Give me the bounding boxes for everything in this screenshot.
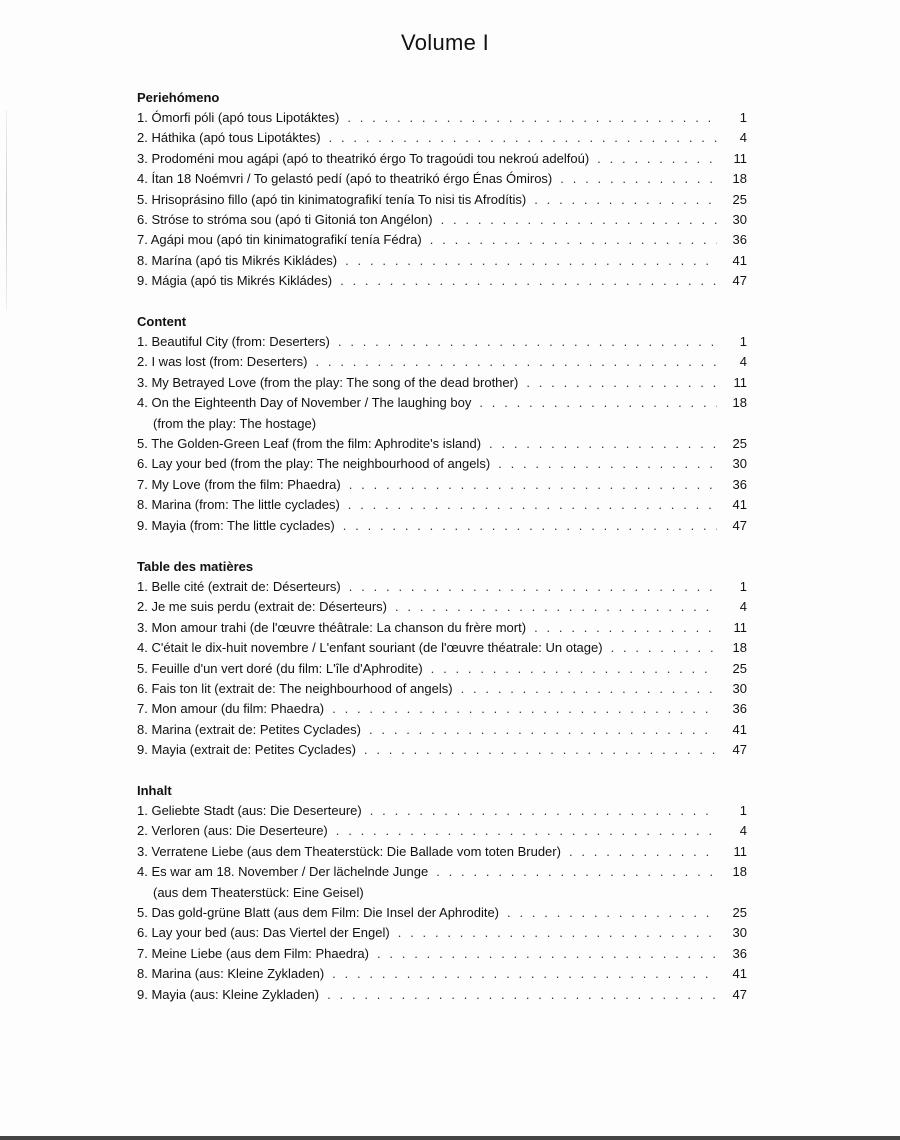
toc-section-content xyxy=(137,312,747,536)
entry-page-number: 18 xyxy=(732,640,747,656)
entry-page-number: 41 xyxy=(732,252,747,268)
dot-leader xyxy=(431,659,717,679)
dot-leader xyxy=(461,679,717,699)
entry-title: 5. The Golden-Green Leaf (from the film: Aphrodite's island) xyxy=(137,436,482,452)
entry-title: 1. Ómorfi póli (apó tous Lipotáktes) xyxy=(137,110,340,125)
toc-entry xyxy=(137,332,747,352)
entry-page-number: 4 xyxy=(739,354,747,370)
toc-section-inhalt xyxy=(137,781,747,1005)
toc-entry xyxy=(137,801,747,821)
entry-page-number: 1 xyxy=(739,579,747,594)
toc-entry xyxy=(137,434,747,454)
entry-title: 7. Mon amour (du film: Phaedra) xyxy=(137,701,325,717)
entry-title: 4. C'était le dix-huit novembre / L'enfant souriant (de l'œuvre théatrale: Un otage) xyxy=(137,640,603,656)
toc-entry xyxy=(137,944,747,964)
entry-page-number: 11 xyxy=(733,150,747,166)
toc-entry xyxy=(137,842,747,862)
dot-leader xyxy=(395,597,717,617)
dot-leader xyxy=(315,352,717,372)
entry-title: 5. Hrisoprásino fillo (apó tin kinimatografikí tenía To nisi tis Afrodítis) xyxy=(137,191,527,207)
entry-title: 9. Mágia (apó tis Mikrés Kikládes) xyxy=(137,273,333,289)
entry-title: 8. Marina (aus: Kleine Zykladen) xyxy=(137,966,325,982)
entry-page-number: 1 xyxy=(739,803,747,818)
dot-leader xyxy=(332,699,717,719)
toc-entry xyxy=(137,659,747,679)
dot-leader xyxy=(327,985,717,1005)
entry-page-number: 11 xyxy=(733,843,747,859)
toc-entry xyxy=(137,964,747,984)
entry-title: 3. Mon amour trahi (de l'œuvre théâtrale: La chanson du frère mort) xyxy=(137,619,527,635)
toc-entry xyxy=(137,903,747,923)
entry-title: 6. Lay your bed (aus: Das Viertel der Engel) xyxy=(137,925,390,941)
dot-leader xyxy=(569,842,717,862)
entry-page-number: 41 xyxy=(732,497,747,513)
dot-leader xyxy=(498,454,717,474)
toc-entry xyxy=(137,149,747,169)
entry-page-number: 25 xyxy=(732,660,747,676)
entry-page-number: 41 xyxy=(732,721,747,737)
toc-entry xyxy=(137,251,747,271)
entry-page-number: 11 xyxy=(733,374,747,390)
entry-title: 4. Ítan 18 Noémvri / To gelastó pedí (apó to theatrikó érgo Énas Ómiros) xyxy=(137,171,553,187)
entry-page-number: 18 xyxy=(732,864,747,880)
dot-leader xyxy=(349,577,717,597)
toc-entry xyxy=(137,821,747,841)
dot-leader xyxy=(336,821,717,841)
dot-leader xyxy=(348,495,717,515)
toc-entry xyxy=(137,577,747,597)
entry-page-number: 36 xyxy=(732,945,747,961)
entry-page-number: 36 xyxy=(732,232,747,248)
toc-entry xyxy=(137,230,747,250)
dot-leader xyxy=(597,149,717,169)
entry-page-number: 18 xyxy=(732,171,747,187)
entry-title: 2. Háthika (apó tous Lipotáktes) xyxy=(137,130,321,146)
entry-title: 8. Marína (apó tis Mikrés Kikládes) xyxy=(137,252,338,268)
scan-edge-mark xyxy=(6,110,7,310)
dot-leader xyxy=(489,434,717,454)
dot-leader xyxy=(534,618,717,638)
toc-entry xyxy=(137,597,747,617)
dot-leader xyxy=(369,720,717,740)
entry-page-number: 47 xyxy=(732,742,747,758)
entry-page-number: 47 xyxy=(732,273,747,289)
entry-page-number: 30 xyxy=(732,681,747,697)
toc-entry xyxy=(137,108,747,128)
entry-page-number: 36 xyxy=(732,701,747,717)
toc-entry xyxy=(137,985,747,1005)
toc-entry xyxy=(137,271,747,291)
entry-title: 6. Lay your bed (from the play: The neighbourhood of angels) xyxy=(137,456,491,472)
toc-entry xyxy=(137,190,747,210)
entry-title: 9. Mayia (aus: Kleine Zykladen) xyxy=(137,986,320,1002)
toc-entry xyxy=(137,495,747,515)
entry-title: 1. Geliebte Stadt (aus: Die Deserteure) xyxy=(137,803,362,818)
entry-page-number: 4 xyxy=(739,599,747,615)
entry-page-number: 25 xyxy=(732,436,747,452)
dot-leader xyxy=(370,801,717,821)
section-heading: Periehómeno xyxy=(137,90,220,105)
entry-page-number: 1 xyxy=(739,334,747,349)
entry-page-number: 4 xyxy=(739,130,747,146)
section-heading: Content xyxy=(137,314,187,329)
dot-leader xyxy=(611,638,717,658)
entry-title: 3. My Betrayed Love (from the play: The song of the dead brother) xyxy=(137,374,519,390)
entry-title-continuation: (aus dem Theaterstück: Eine Geisel) xyxy=(153,884,364,900)
dot-leader xyxy=(345,251,717,271)
entry-title: 7. Agápi mou (apó tin kinimatografikí tenía Fédra) xyxy=(137,232,422,248)
dot-leader xyxy=(436,862,717,882)
entry-title: 2. Je me suis perdu (extrait de: Déserteurs) xyxy=(137,599,387,615)
toc-entry xyxy=(137,720,747,740)
entry-title: 6. Stróse to stróma sou (apó ti Gitoniá ton Angélon) xyxy=(137,212,433,228)
dot-leader xyxy=(347,108,717,128)
dot-leader xyxy=(338,332,717,352)
dot-leader xyxy=(534,190,717,210)
page-title: Volume I xyxy=(400,30,489,55)
dot-leader xyxy=(479,393,717,413)
entry-title: 7. My Love (from the film: Phaedra) xyxy=(137,476,341,492)
entry-title: 1. Beautiful City (from: Deserters) xyxy=(137,334,330,349)
entry-title: 3. Prodoméni mou agápi (apó to theatrikó érgo To tragoúdi tou nekroú adelfoú) xyxy=(137,150,590,166)
toc-entry xyxy=(137,210,747,230)
dot-leader xyxy=(340,271,717,291)
page-bottom-edge xyxy=(0,1136,900,1140)
entry-title: 6. Fais ton lit (extrait de: The neighbourhood of angels) xyxy=(137,681,453,697)
entry-title-continuation: (from the play: The hostage) xyxy=(153,415,317,431)
entry-title: 5. Feuille d'un vert doré (du film: L'île d'Aphrodite) xyxy=(137,660,423,676)
toc-entry xyxy=(137,128,747,148)
toc-section-periehomeno xyxy=(137,88,747,292)
dot-leader xyxy=(507,903,717,923)
entry-page-number: 1 xyxy=(739,110,747,125)
toc-section-table-des-matieres xyxy=(137,557,747,761)
toc-entry xyxy=(137,475,747,495)
entry-title: 9. Mayia (from: The little cyclades) xyxy=(137,517,335,533)
dot-leader xyxy=(526,373,717,393)
dot-leader xyxy=(398,923,717,943)
entry-title: 8. Marina (extrait de: Petites Cyclades) xyxy=(137,721,361,737)
entry-title: 4. Es war am 18. November / Der lächelnde Junge xyxy=(137,864,429,880)
entry-page-number: 47 xyxy=(732,517,747,533)
entry-title: 1. Belle cité (extrait de: Déserteurs) xyxy=(137,579,341,594)
entry-title: 5. Das gold-grüne Blatt (aus dem Film: Die Insel der Aphrodite) xyxy=(137,905,500,921)
dot-leader xyxy=(560,169,717,189)
entry-page-number: 11 xyxy=(733,619,747,635)
entry-page-number: 36 xyxy=(732,476,747,492)
toc-entry xyxy=(137,699,747,719)
entry-page-number: 30 xyxy=(732,212,747,228)
entry-page-number: 47 xyxy=(732,986,747,1002)
toc-entry xyxy=(137,862,747,903)
toc-entry xyxy=(137,923,747,943)
dot-leader xyxy=(377,944,717,964)
entry-page-number: 25 xyxy=(732,191,747,207)
toc-entry xyxy=(137,679,747,699)
toc-entry xyxy=(137,740,747,760)
entry-page-number: 18 xyxy=(732,395,747,411)
toc-entry xyxy=(137,618,747,638)
dot-leader xyxy=(441,210,717,230)
entry-title: 7. Meine Liebe (aus dem Film: Phaedra) xyxy=(137,945,369,961)
dot-leader xyxy=(430,230,717,250)
dot-leader xyxy=(364,740,717,760)
entry-title: 2. I was lost (from: Deserters) xyxy=(137,354,308,370)
toc-entry xyxy=(137,373,747,393)
toc-entry xyxy=(137,169,747,189)
dot-leader xyxy=(329,128,717,148)
entry-title: 9. Mayia (extrait de: Petites Cyclades) xyxy=(137,742,356,758)
entry-page-number: 25 xyxy=(732,905,747,921)
entry-title: 2. Verloren (aus: Die Deserteure) xyxy=(137,823,328,839)
dot-leader xyxy=(349,475,717,495)
toc-entry xyxy=(137,516,747,536)
toc-entry xyxy=(137,454,747,474)
entry-title: 4. On the Eighteenth Day of November / The laughing boy xyxy=(137,395,472,411)
entry-title: 3. Verratene Liebe (aus dem Theaterstück: Die Ballade vom toten Bruder) xyxy=(137,843,561,859)
toc-entry xyxy=(137,638,747,658)
entry-title: 8. Marina (from: The little cyclades) xyxy=(137,497,340,513)
toc-entry xyxy=(137,352,747,372)
entry-page-number: 30 xyxy=(732,456,747,472)
section-heading: Table des matières xyxy=(137,559,254,574)
entry-page-number: 41 xyxy=(732,966,747,982)
entry-page-number: 30 xyxy=(732,925,747,941)
section-heading: Inhalt xyxy=(137,783,172,798)
toc-entry xyxy=(137,393,747,434)
dot-leader xyxy=(343,516,717,536)
entry-page-number: 4 xyxy=(739,823,747,839)
dot-leader xyxy=(332,964,717,984)
